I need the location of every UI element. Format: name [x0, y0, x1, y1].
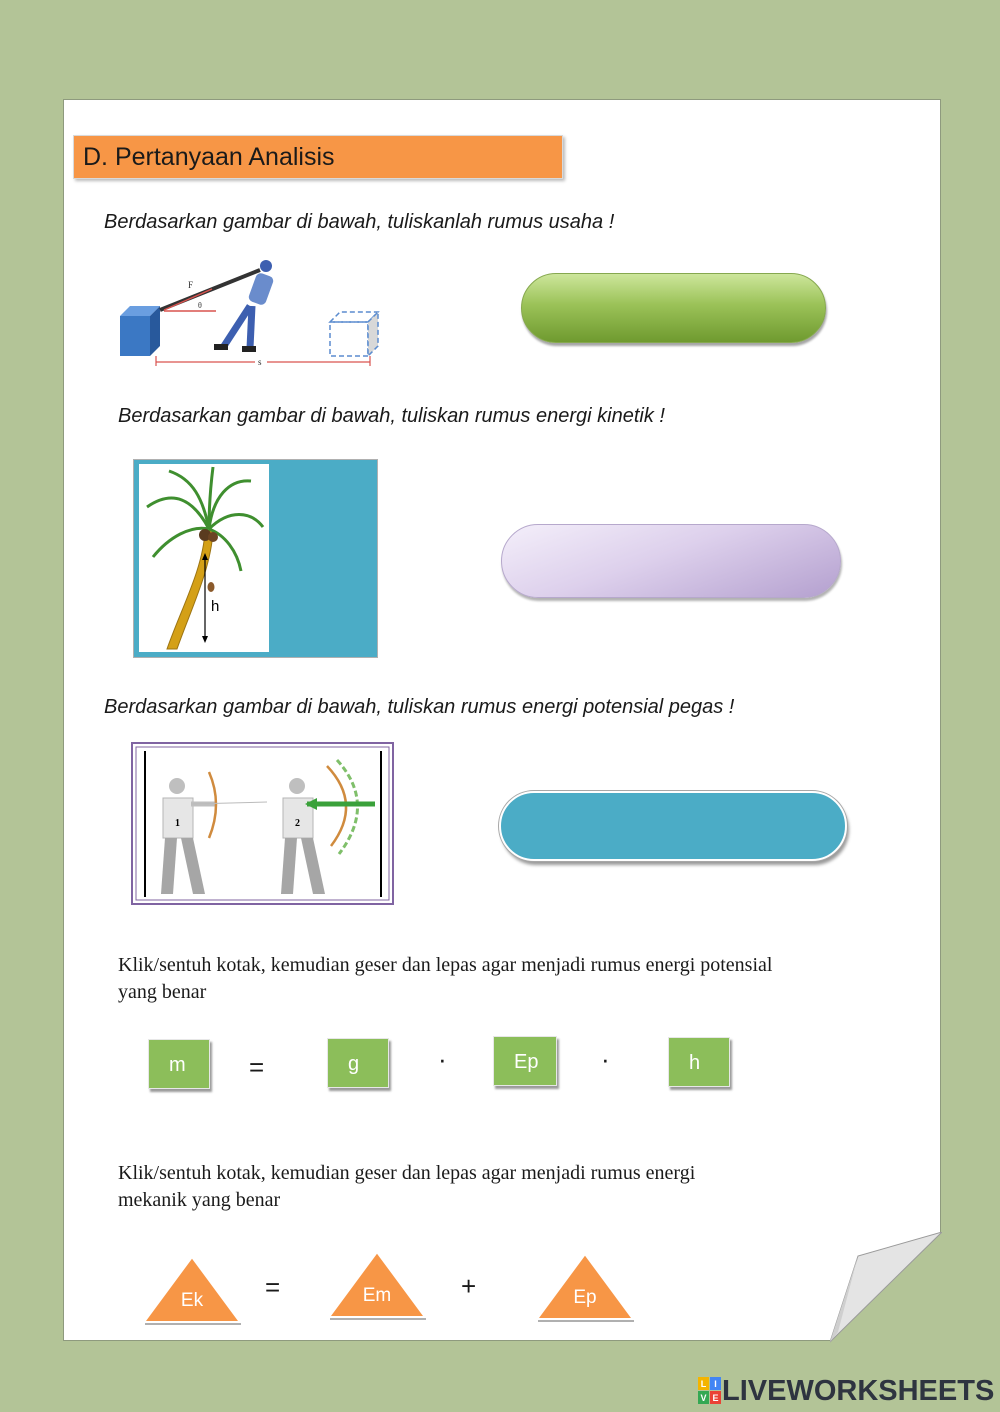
- instruction-potential-line1: Klik/sentuh kotak, kemudian geser dan lepas agar menjadi rumus energi potensial: [118, 954, 773, 976]
- answer-work-input[interactable]: [521, 273, 826, 343]
- svg-text:V: V: [700, 1393, 707, 1403]
- archer-2-number: 2: [295, 818, 300, 829]
- equals-sign: =: [249, 1052, 265, 1082]
- plus-sign: +: [461, 1271, 477, 1301]
- archer-figure: [131, 742, 394, 905]
- instruction-mechanic-line1: Klik/sentuh kotak, kemudian geser dan lepas agar menjadi rumus energi: [118, 1162, 696, 1184]
- dot-operator-2: ·: [601, 1044, 610, 1074]
- work-figure: [112, 256, 384, 368]
- drag-box-ep[interactable]: Ep: [493, 1036, 557, 1086]
- instruction-potential-line2: yang benar: [118, 981, 207, 1003]
- svg-text:E: E: [712, 1393, 719, 1403]
- force-label: F: [188, 280, 194, 290]
- equals-sign-mechanic: =: [265, 1272, 281, 1302]
- section-title: D. Pertanyaan Analisis: [73, 135, 563, 179]
- question-work: Berdasarkan gambar di bawah, tuliskanlah rumus usaha !: [104, 211, 615, 233]
- coconut-tree-figure: [133, 459, 378, 658]
- instruction-potential: [118, 952, 878, 1006]
- svg-text:L: L: [700, 1379, 707, 1389]
- page-curl: [830, 1232, 942, 1344]
- triangle-label: Ep: [573, 1287, 597, 1308]
- logo-mark-icon: [698, 1375, 722, 1407]
- archer-1-number: 1: [175, 818, 180, 829]
- distance-label: s: [258, 357, 262, 367]
- logo-text: LIVEWORKSHEETS: [722, 1375, 995, 1407]
- drag-triangle-ep[interactable]: [534, 1251, 636, 1323]
- triangle-label: Ek: [180, 1290, 204, 1311]
- liveworksheets-logo: [698, 1375, 995, 1407]
- answer-spring-input[interactable]: [499, 791, 847, 861]
- question-spring: Berdasarkan gambar di bawah, tuliskan rumus energi potensial pegas !: [104, 696, 735, 718]
- dot-operator-1: ·: [438, 1044, 447, 1074]
- angle-label: θ: [198, 301, 202, 310]
- drag-box-m[interactable]: m: [148, 1039, 210, 1089]
- instruction-mechanic: [118, 1160, 878, 1214]
- drag-box-g[interactable]: g: [327, 1038, 389, 1088]
- height-label: h: [211, 598, 220, 615]
- drag-box-h[interactable]: h: [668, 1037, 730, 1087]
- drag-triangle-em[interactable]: [326, 1249, 428, 1321]
- drag-triangle-ek[interactable]: [141, 1254, 243, 1326]
- triangle-label: Em: [362, 1285, 392, 1306]
- svg-text:I: I: [714, 1379, 717, 1389]
- question-kinetic: Berdasarkan gambar di bawah, tuliskan rumus energi kinetik !: [118, 405, 665, 427]
- answer-kinetic-input[interactable]: [501, 524, 841, 598]
- instruction-mechanic-line2: mekanik yang benar: [118, 1189, 281, 1211]
